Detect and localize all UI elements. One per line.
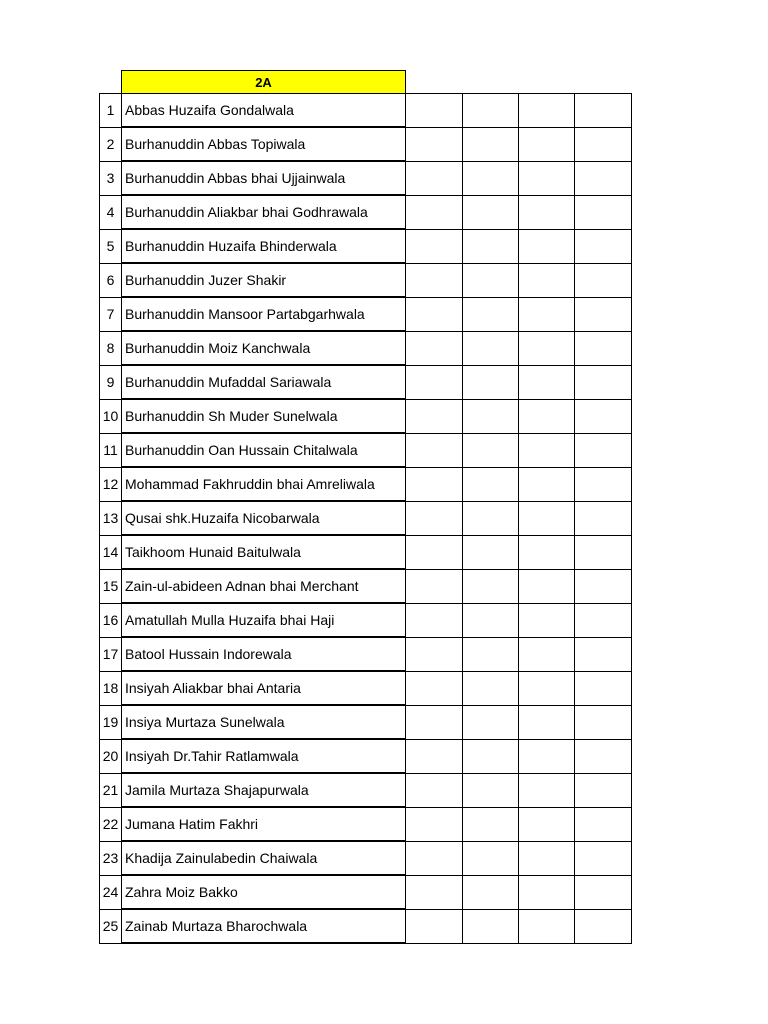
table-row xyxy=(100,229,632,263)
student-name: Burhanuddin Juzer Shakir xyxy=(122,263,406,297)
blank-cell-1[interactable] xyxy=(406,195,463,229)
student-name: Qusai shk.Huzaifa Nicobarwala xyxy=(122,501,406,535)
blank-cell-3[interactable] xyxy=(519,773,575,807)
student-name: Burhanuddin Mansoor Partabgarhwala xyxy=(122,297,406,331)
blank-cell-2[interactable] xyxy=(463,127,519,161)
class-roster-table xyxy=(99,70,632,944)
table-row xyxy=(100,161,632,195)
student-name: Jamila Murtaza Shajapurwala xyxy=(122,773,406,807)
table-row xyxy=(100,263,632,297)
blank-cell-2[interactable] xyxy=(463,603,519,637)
blank-cell-3[interactable] xyxy=(519,535,575,569)
table-row xyxy=(100,535,632,569)
student-name: Abbas Huzaifa Gondalwala xyxy=(122,94,406,128)
row-number: 9 xyxy=(100,365,122,399)
student-name: Burhanuddin Aliakbar bhai Godhrawala xyxy=(122,195,406,229)
header-blank-3 xyxy=(519,71,575,94)
blank-cell-2[interactable] xyxy=(463,263,519,297)
header-row xyxy=(100,71,632,94)
student-name: Burhanuddin Abbas Topiwala xyxy=(122,127,406,161)
student-name: Khadija Zainulabedin Chaiwala xyxy=(122,841,406,875)
row-number: 25 xyxy=(100,909,122,943)
table-row xyxy=(100,773,632,807)
blank-cell-1[interactable] xyxy=(406,229,463,263)
blank-cell-3[interactable] xyxy=(519,467,575,501)
blank-cell-3[interactable] xyxy=(519,841,575,875)
table-row xyxy=(100,331,632,365)
blank-cell-4[interactable] xyxy=(575,875,632,909)
blank-cell-1[interactable] xyxy=(406,365,463,399)
blank-cell-1[interactable] xyxy=(406,671,463,705)
student-name: Batool Hussain Indorewala xyxy=(122,637,406,671)
blank-cell-1[interactable] xyxy=(406,637,463,671)
blank-cell-2[interactable] xyxy=(463,569,519,603)
table-row xyxy=(100,467,632,501)
row-number: 11 xyxy=(100,433,122,467)
table-row xyxy=(100,603,632,637)
table-row xyxy=(100,94,632,128)
blank-cell-2[interactable] xyxy=(463,195,519,229)
blank-cell-4[interactable] xyxy=(575,705,632,739)
student-name: Burhanuddin Moiz Kanchwala xyxy=(122,331,406,365)
blank-cell-4[interactable] xyxy=(575,94,632,128)
blank-cell-1[interactable] xyxy=(406,841,463,875)
student-name: Taikhoom Hunaid Baitulwala xyxy=(122,535,406,569)
blank-cell-1[interactable] xyxy=(406,875,463,909)
section-title: 2A xyxy=(122,71,406,94)
row-number: 22 xyxy=(100,807,122,841)
blank-cell-2[interactable] xyxy=(463,841,519,875)
header-blank-2 xyxy=(463,71,519,94)
row-number: 12 xyxy=(100,467,122,501)
blank-cell-1[interactable] xyxy=(406,94,463,128)
row-number: 10 xyxy=(100,399,122,433)
row-number: 24 xyxy=(100,875,122,909)
table-row xyxy=(100,841,632,875)
blank-cell-4[interactable] xyxy=(575,603,632,637)
blank-cell-2[interactable] xyxy=(463,297,519,331)
blank-cell-4[interactable] xyxy=(575,467,632,501)
blank-cell-4[interactable] xyxy=(575,569,632,603)
table-row xyxy=(100,705,632,739)
blank-cell-1[interactable] xyxy=(406,161,463,195)
blank-cell-3[interactable] xyxy=(519,94,575,128)
blank-cell-4[interactable] xyxy=(575,773,632,807)
blank-cell-2[interactable] xyxy=(463,671,519,705)
row-number: 17 xyxy=(100,637,122,671)
blank-cell-1[interactable] xyxy=(406,909,463,943)
student-name: Zahra Moiz Bakko xyxy=(122,875,406,909)
blank-cell-4[interactable] xyxy=(575,637,632,671)
header-blank-4 xyxy=(575,71,632,94)
table-row xyxy=(100,739,632,773)
row-number: 4 xyxy=(100,195,122,229)
blank-cell-2[interactable] xyxy=(463,161,519,195)
table-row xyxy=(100,297,632,331)
blank-cell-4[interactable] xyxy=(575,841,632,875)
blank-cell-4[interactable] xyxy=(575,365,632,399)
blank-cell-1[interactable] xyxy=(406,331,463,365)
blank-cell-1[interactable] xyxy=(406,127,463,161)
blank-cell-2[interactable] xyxy=(463,399,519,433)
blank-cell-3[interactable] xyxy=(519,705,575,739)
blank-cell-3[interactable] xyxy=(519,127,575,161)
blank-cell-3[interactable] xyxy=(519,161,575,195)
row-number: 3 xyxy=(100,161,122,195)
blank-cell-2[interactable] xyxy=(463,229,519,263)
blank-cell-3[interactable] xyxy=(519,739,575,773)
blank-cell-1[interactable] xyxy=(406,569,463,603)
blank-cell-1[interactable] xyxy=(406,807,463,841)
blank-cell-4[interactable] xyxy=(575,297,632,331)
table-row xyxy=(100,195,632,229)
blank-cell-4[interactable] xyxy=(575,161,632,195)
blank-cell-3[interactable] xyxy=(519,569,575,603)
table-row xyxy=(100,671,632,705)
blank-cell-2[interactable] xyxy=(463,705,519,739)
table-row xyxy=(100,569,632,603)
blank-cell-2[interactable] xyxy=(463,909,519,943)
table-row xyxy=(100,807,632,841)
row-number: 8 xyxy=(100,331,122,365)
header-blank-1 xyxy=(406,71,463,94)
header-spacer xyxy=(100,71,122,94)
table-row xyxy=(100,365,632,399)
blank-cell-2[interactable] xyxy=(463,365,519,399)
row-number: 18 xyxy=(100,671,122,705)
blank-cell-4[interactable] xyxy=(575,263,632,297)
blank-cell-1[interactable] xyxy=(406,399,463,433)
table-row xyxy=(100,875,632,909)
table-row xyxy=(100,909,632,943)
blank-cell-3[interactable] xyxy=(519,637,575,671)
blank-cell-3[interactable] xyxy=(519,671,575,705)
row-number: 14 xyxy=(100,535,122,569)
blank-cell-3[interactable] xyxy=(519,399,575,433)
row-number: 2 xyxy=(100,127,122,161)
blank-cell-2[interactable] xyxy=(463,331,519,365)
student-name: Burhanuddin Huzaifa Bhinderwala xyxy=(122,229,406,263)
blank-cell-4[interactable] xyxy=(575,127,632,161)
student-name: Burhanuddin Oan Hussain Chitalwala xyxy=(122,433,406,467)
blank-cell-1[interactable] xyxy=(406,501,463,535)
blank-cell-3[interactable] xyxy=(519,603,575,637)
blank-cell-4[interactable] xyxy=(575,909,632,943)
blank-cell-2[interactable] xyxy=(463,637,519,671)
blank-cell-4[interactable] xyxy=(575,671,632,705)
blank-cell-4[interactable] xyxy=(575,535,632,569)
student-name: Insiyah Dr.Tahir Ratlamwala xyxy=(122,739,406,773)
blank-cell-4[interactable] xyxy=(575,399,632,433)
blank-cell-1[interactable] xyxy=(406,739,463,773)
table-row xyxy=(100,501,632,535)
student-name: Insiyah Aliakbar bhai Antaria xyxy=(122,671,406,705)
student-name: Amatullah Mulla Huzaifa bhai Haji xyxy=(122,603,406,637)
student-name: Jumana Hatim Fakhri xyxy=(122,807,406,841)
blank-cell-4[interactable] xyxy=(575,807,632,841)
row-number: 20 xyxy=(100,739,122,773)
blank-cell-3[interactable] xyxy=(519,263,575,297)
row-number: 23 xyxy=(100,841,122,875)
blank-cell-1[interactable] xyxy=(406,535,463,569)
blank-cell-1[interactable] xyxy=(406,433,463,467)
blank-cell-4[interactable] xyxy=(575,501,632,535)
blank-cell-4[interactable] xyxy=(575,331,632,365)
blank-cell-3[interactable] xyxy=(519,909,575,943)
blank-cell-3[interactable] xyxy=(519,807,575,841)
student-name: Burhanuddin Abbas bhai Ujjainwala xyxy=(122,161,406,195)
blank-cell-2[interactable] xyxy=(463,773,519,807)
row-number: 15 xyxy=(100,569,122,603)
student-name: Burhanuddin Mufaddal Sariawala xyxy=(122,365,406,399)
row-number: 19 xyxy=(100,705,122,739)
blank-cell-2[interactable] xyxy=(463,467,519,501)
blank-cell-3[interactable] xyxy=(519,229,575,263)
blank-cell-2[interactable] xyxy=(463,739,519,773)
row-number: 13 xyxy=(100,501,122,535)
blank-cell-3[interactable] xyxy=(519,297,575,331)
blank-cell-4[interactable] xyxy=(575,433,632,467)
blank-cell-1[interactable] xyxy=(406,773,463,807)
row-number: 6 xyxy=(100,263,122,297)
blank-cell-2[interactable] xyxy=(463,875,519,909)
blank-cell-3[interactable] xyxy=(519,365,575,399)
blank-cell-1[interactable] xyxy=(406,603,463,637)
blank-cell-1[interactable] xyxy=(406,297,463,331)
student-name: Zain-ul-abideen Adnan bhai Merchant xyxy=(122,569,406,603)
blank-cell-3[interactable] xyxy=(519,875,575,909)
blank-cell-2[interactable] xyxy=(463,535,519,569)
blank-cell-4[interactable] xyxy=(575,195,632,229)
blank-cell-2[interactable] xyxy=(463,433,519,467)
blank-cell-3[interactable] xyxy=(519,195,575,229)
blank-cell-2[interactable] xyxy=(463,94,519,128)
blank-cell-3[interactable] xyxy=(519,433,575,467)
blank-cell-3[interactable] xyxy=(519,331,575,365)
blank-cell-4[interactable] xyxy=(575,229,632,263)
blank-cell-1[interactable] xyxy=(406,467,463,501)
blank-cell-2[interactable] xyxy=(463,807,519,841)
blank-cell-2[interactable] xyxy=(463,501,519,535)
student-name: Burhanuddin Sh Muder Sunelwala xyxy=(122,399,406,433)
table-row xyxy=(100,399,632,433)
blank-cell-4[interactable] xyxy=(575,739,632,773)
table-row xyxy=(100,127,632,161)
student-name: Insiya Murtaza Sunelwala xyxy=(122,705,406,739)
blank-cell-1[interactable] xyxy=(406,705,463,739)
blank-cell-1[interactable] xyxy=(406,263,463,297)
student-name: Mohammad Fakhruddin bhai Amreliwala xyxy=(122,467,406,501)
row-number: 1 xyxy=(100,94,122,128)
row-number: 21 xyxy=(100,773,122,807)
blank-cell-3[interactable] xyxy=(519,501,575,535)
row-number: 5 xyxy=(100,229,122,263)
table-row xyxy=(100,637,632,671)
row-number: 16 xyxy=(100,603,122,637)
table-row xyxy=(100,433,632,467)
row-number: 7 xyxy=(100,297,122,331)
student-name: Zainab Murtaza Bharochwala xyxy=(122,909,406,943)
